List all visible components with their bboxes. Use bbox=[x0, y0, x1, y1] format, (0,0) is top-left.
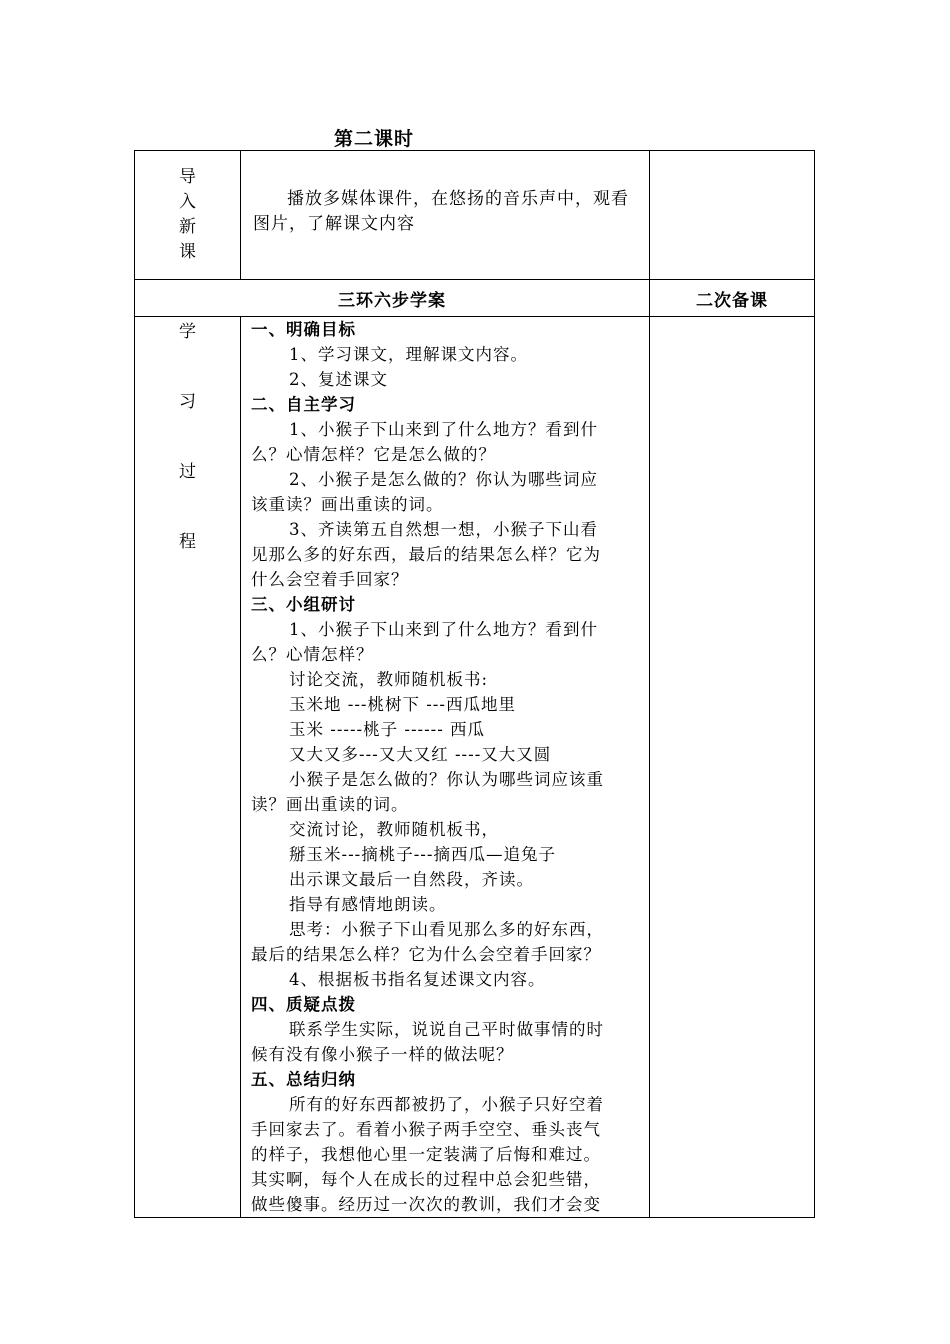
intro-label-char: 新 bbox=[179, 217, 196, 237]
body-line: 读？画出重读的词。 bbox=[251, 795, 409, 814]
section-heading: 三、小组研讨 bbox=[251, 595, 356, 614]
body-line: 么？心情怎样？它是怎么做的？ bbox=[251, 445, 496, 464]
intro-label-char: 导 bbox=[179, 167, 196, 187]
process-notes-cell bbox=[650, 317, 815, 1218]
body-line: 2、小猴子是怎么做的？你认为哪些词应 bbox=[289, 470, 598, 489]
process-label-char: 学 bbox=[179, 322, 196, 342]
body-line: 思考：小猴子下山看见那么多的好东西， bbox=[289, 920, 604, 939]
process-label-char: 程 bbox=[179, 532, 196, 552]
body-line: 4、根据板书指名复述课文内容。 bbox=[289, 970, 546, 989]
intro-row bbox=[135, 151, 815, 280]
body-line: 么？心情怎样？ bbox=[251, 645, 374, 664]
body-line: 见那么多的好东西，最后的结果怎么样？它为 bbox=[251, 545, 601, 564]
body-line: 1、小猴子下山来到了什么地方？看到什 bbox=[289, 420, 598, 439]
body-line: 联系学生实际，说说自己平时做事情的时 bbox=[289, 1020, 604, 1039]
body-line: 手回家去了。看着小猴子两手空空、垂头丧气 bbox=[251, 1120, 601, 1139]
body-line: 1、小猴子下山来到了什么地方？看到什 bbox=[289, 620, 598, 639]
section-heading: 四、质疑点拨 bbox=[251, 995, 356, 1014]
body-line: 玉米 -----桃子 ------ 西瓜 bbox=[289, 720, 486, 739]
body-line: 其实啊，每个人在成长的过程中总会犯些错， bbox=[251, 1170, 601, 1189]
body-line: 候有没有像小猴子一样的做法呢？ bbox=[251, 1045, 514, 1064]
section-heading: 二、自主学习 bbox=[251, 395, 356, 414]
intro-label-char: 课 bbox=[179, 242, 196, 262]
process-body bbox=[241, 317, 650, 1218]
process-label-char: 习 bbox=[179, 392, 196, 412]
intro-label bbox=[135, 151, 241, 280]
body-line: 指导有感情地朗读。 bbox=[289, 895, 447, 914]
body-line: 该重读？画出重读的词。 bbox=[251, 495, 444, 514]
body-line: 什么会空着手回家？ bbox=[251, 570, 409, 589]
intro-notes-cell bbox=[650, 151, 815, 280]
body-line: 小猴子是怎么做的？你认为哪些词应该重 bbox=[289, 770, 604, 789]
second-prep-header: 二次备课 bbox=[650, 280, 815, 317]
body-line: 出示课文最后一自然段，齐读。 bbox=[289, 870, 534, 889]
intro-text: 播放多媒体课件，在悠扬的音乐声中，观看图片，了解课文内容 bbox=[241, 151, 650, 280]
page-title: 第二课时 bbox=[334, 128, 415, 150]
body-line: 1、学习课文，理解课文内容。 bbox=[289, 345, 528, 364]
section-heading: 一、明确目标 bbox=[251, 320, 356, 339]
intro-label-char: 入 bbox=[179, 192, 196, 212]
process-row bbox=[135, 317, 815, 1218]
body-line: 交流讨论，教师随机板书， bbox=[289, 820, 499, 839]
header-row bbox=[135, 280, 815, 317]
body-line: 掰玉米---摘桃子---摘西瓜—追兔子 bbox=[289, 845, 556, 864]
body-line: 最后的结果怎么样？它为什么会空着手回家？ bbox=[251, 945, 601, 964]
body-line: 的样子，我想他心里一定装满了后悔和难过。 bbox=[251, 1145, 601, 1164]
body-line: 讨论交流，教师随机板书: bbox=[289, 670, 489, 689]
lesson-plan-table bbox=[134, 150, 815, 1218]
process-label-char: 过 bbox=[179, 462, 196, 482]
body-line: 又大又多---又大又红 ----又大又圆 bbox=[289, 745, 552, 764]
body-line: 2、复述课文 bbox=[289, 370, 388, 389]
plan-header: 三环六步学案 bbox=[135, 280, 650, 317]
process-label bbox=[135, 317, 241, 1218]
body-line: 做些傻事。经历过一次次的教训，我们才会变 bbox=[251, 1195, 601, 1214]
body-line: 玉米地 ---桃树下 ---西瓜地里 bbox=[289, 695, 516, 714]
section-heading: 五、总结归纳 bbox=[251, 1070, 356, 1089]
body-line: 所有的好东西都被扔了，小猴子只好空着 bbox=[289, 1095, 604, 1114]
body-line: 3、齐读第五自然想一想，小猴子下山看 bbox=[289, 520, 598, 539]
